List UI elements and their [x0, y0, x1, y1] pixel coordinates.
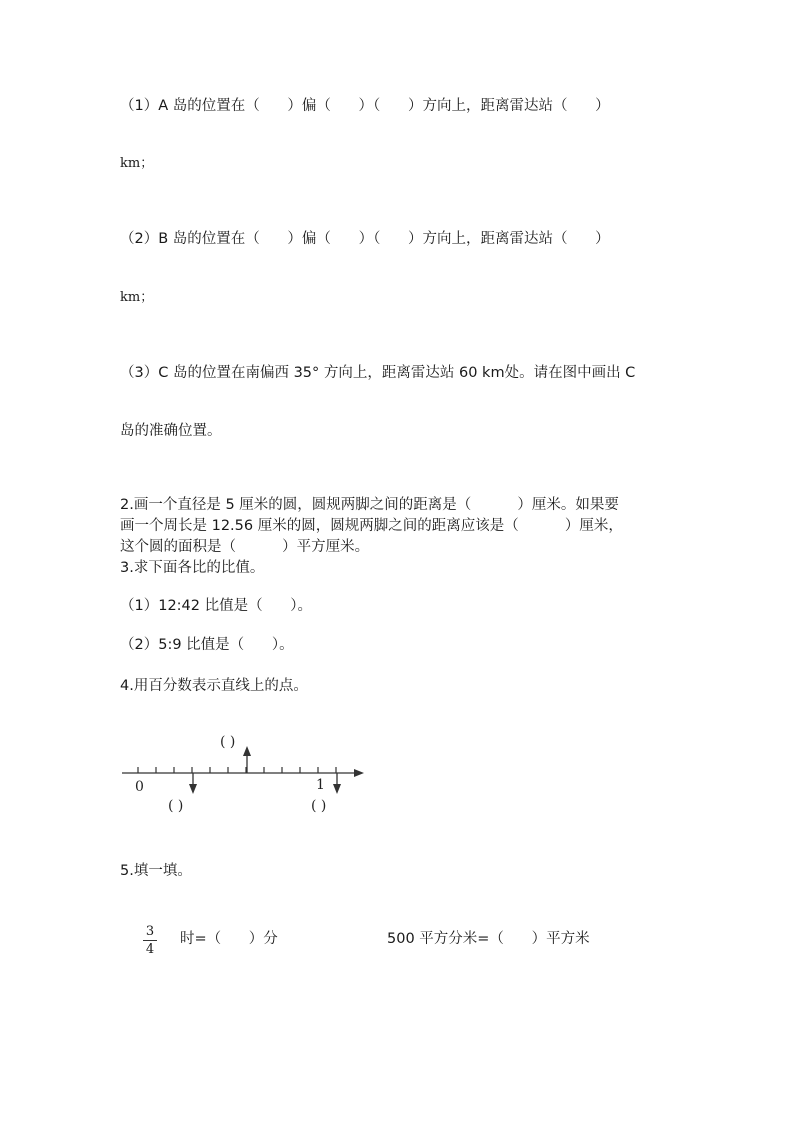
- q1-part1-text: （1）A 岛的位置在（ ）偏（ ）（ ）方向上，距离雷达站（ ）: [120, 98, 610, 114]
- q4-title: 4.用百分数表示直线上的点。: [120, 678, 308, 694]
- q2-text-line1: 2.画一个直径是 5 厘米的圆，圆规两脚之间的距离是（ ）厘米。如果要: [120, 497, 619, 513]
- q1-part1-unit: km；: [120, 156, 154, 171]
- fraction-bar: [143, 940, 157, 941]
- fraction-denominator: 4: [145, 942, 155, 957]
- down-arrow-left-icon: [189, 784, 197, 794]
- number-line-label-one: 1: [316, 777, 325, 793]
- q3-part1: （1）12:42 比值是（ ）。: [120, 598, 313, 614]
- q2-text-line2: 画一个周长是 12.56 厘米的圆，圆规两脚之间的距离应该是（ ）厘米，: [120, 518, 623, 534]
- q3-part2: （2）5:9 比值是（ ）。: [120, 637, 294, 653]
- answer-blank-bottom-left: ( ): [168, 798, 184, 814]
- up-arrow-icon: [243, 746, 251, 756]
- answer-blank-top: ( ): [220, 734, 236, 750]
- q5-item2-text: 500 平方分米=（ ）平方米: [387, 931, 590, 947]
- answer-blank-bottom-right: ( ): [311, 798, 327, 814]
- number-line-figure: [118, 730, 378, 820]
- q5-item1-text: 时=（ ）分: [180, 931, 278, 947]
- number-line-arrowhead: [354, 769, 364, 777]
- q2-text-line3: 这个圆的面积是（ ）平方厘米。: [120, 539, 370, 555]
- q1-part2-unit: km；: [120, 290, 154, 305]
- fraction-three-quarters: [143, 924, 157, 957]
- q1-part3-text-line2: 岛的准确位置。: [120, 423, 222, 439]
- q3-title: 3.求下面各比的比值。: [120, 560, 265, 576]
- number-line-ticks: [138, 767, 336, 773]
- q5-title: 5.填一填。: [120, 863, 192, 879]
- fraction-numerator: 3: [145, 924, 155, 939]
- q1-part2-text: （2）B 岛的位置在（ ）偏（ ）（ ）方向上，距离雷达站（ ）: [120, 231, 610, 247]
- down-arrow-right-icon: [333, 784, 341, 794]
- q1-part3-text-line1: （3）C 岛的位置在南偏西 35° 方向上，距离雷达站 60 km处。请在图中画出 C: [120, 365, 636, 381]
- number-line-label-zero: 0: [135, 779, 144, 795]
